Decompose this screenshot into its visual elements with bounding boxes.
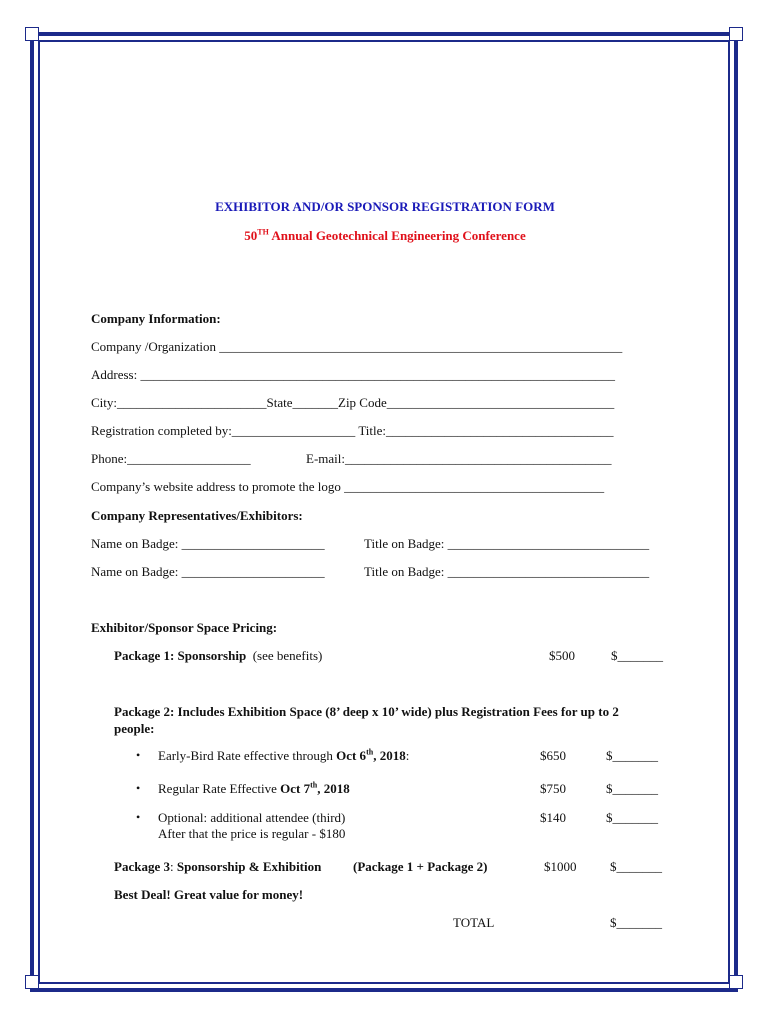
corner-ornament: [729, 975, 743, 989]
pricing-heading: Exhibitor/Sponsor Space Pricing:: [91, 620, 278, 635]
package-3-price: $1000: [544, 859, 577, 874]
optional-attendee-price: $140: [540, 810, 566, 825]
package-3-label: Package 3: Sponsorship & Exhibition: [114, 859, 322, 874]
package-1-label: Package 1: Sponsorship (see benefits): [114, 648, 323, 663]
early-bird-price: $650: [540, 748, 566, 763]
form-subtitle: 50TH Annual Geotechnical Engineering Conference: [244, 227, 526, 243]
corner-ornament: [25, 27, 39, 41]
bullet-icon: •: [136, 748, 141, 762]
optional-attendee-label: Optional: additional attendee (third): [158, 810, 346, 825]
organization-field[interactable]: Company /Organization ______________________________________________________________: [91, 339, 623, 354]
badge-title-field-1[interactable]: Title on Badge: _______________________________: [364, 536, 650, 551]
package-1-price: $500: [549, 648, 575, 663]
bullet-icon: •: [136, 810, 141, 824]
address-field[interactable]: Address: _________________________________________________________________________: [91, 367, 615, 382]
regular-rate-label: Regular Rate Effective Oct 7th, 2018: [158, 780, 350, 796]
regular-rate-amount-field[interactable]: $_______: [606, 781, 658, 796]
website-field[interactable]: Company’s website address to promote the logo ________________________________________: [91, 479, 605, 494]
total-amount-field[interactable]: $_______: [610, 915, 662, 930]
early-bird-amount-field[interactable]: $_______: [606, 748, 658, 763]
package-2-description: Package 2: Includes Exhibition Space (8’ deep x 10’ wide) plus Registration Fees for up to 2: [114, 704, 619, 719]
bullet-icon: •: [136, 781, 141, 795]
early-bird-rate-label: Early-Bird Rate effective through Oct 6th, 2018:: [158, 747, 410, 763]
optional-attendee-note: After that the price is regular - $180: [158, 826, 346, 841]
total-label: TOTAL: [453, 915, 495, 930]
badge-name-field-2[interactable]: Name on Badge: ______________________: [91, 564, 325, 579]
phone-field[interactable]: Phone:___________________: [91, 451, 251, 466]
package-2-description-cont: people:: [114, 721, 155, 736]
representatives-heading: Company Representatives/Exhibitors:: [91, 508, 303, 523]
form-title: EXHIBITOR AND/OR SPONSOR REGISTRATION FORM: [215, 199, 555, 214]
email-field[interactable]: E-mail:_________________________________________: [306, 451, 612, 466]
badge-title-field-2[interactable]: Title on Badge: _______________________________: [364, 564, 650, 579]
badge-name-field-1[interactable]: Name on Badge: ______________________: [91, 536, 325, 551]
city-state-zip-field[interactable]: City:_______________________State_______Zip Code___________________________________: [91, 395, 615, 410]
optional-attendee-amount-field[interactable]: $_______: [606, 810, 658, 825]
package-3-amount-field[interactable]: $_______: [610, 859, 662, 874]
regular-rate-price: $750: [540, 781, 566, 796]
corner-ornament: [25, 975, 39, 989]
package-1-amount-field[interactable]: $_______: [611, 648, 663, 663]
registration-title-field[interactable]: Registration completed by:___________________ Title:___________________________________: [91, 423, 614, 438]
corner-ornament: [729, 27, 743, 41]
company-info-heading: Company Information:: [91, 311, 221, 326]
best-deal-note: Best Deal! Great value for money!: [114, 887, 304, 902]
package-3-combo: (Package 1 + Package 2): [353, 859, 488, 874]
